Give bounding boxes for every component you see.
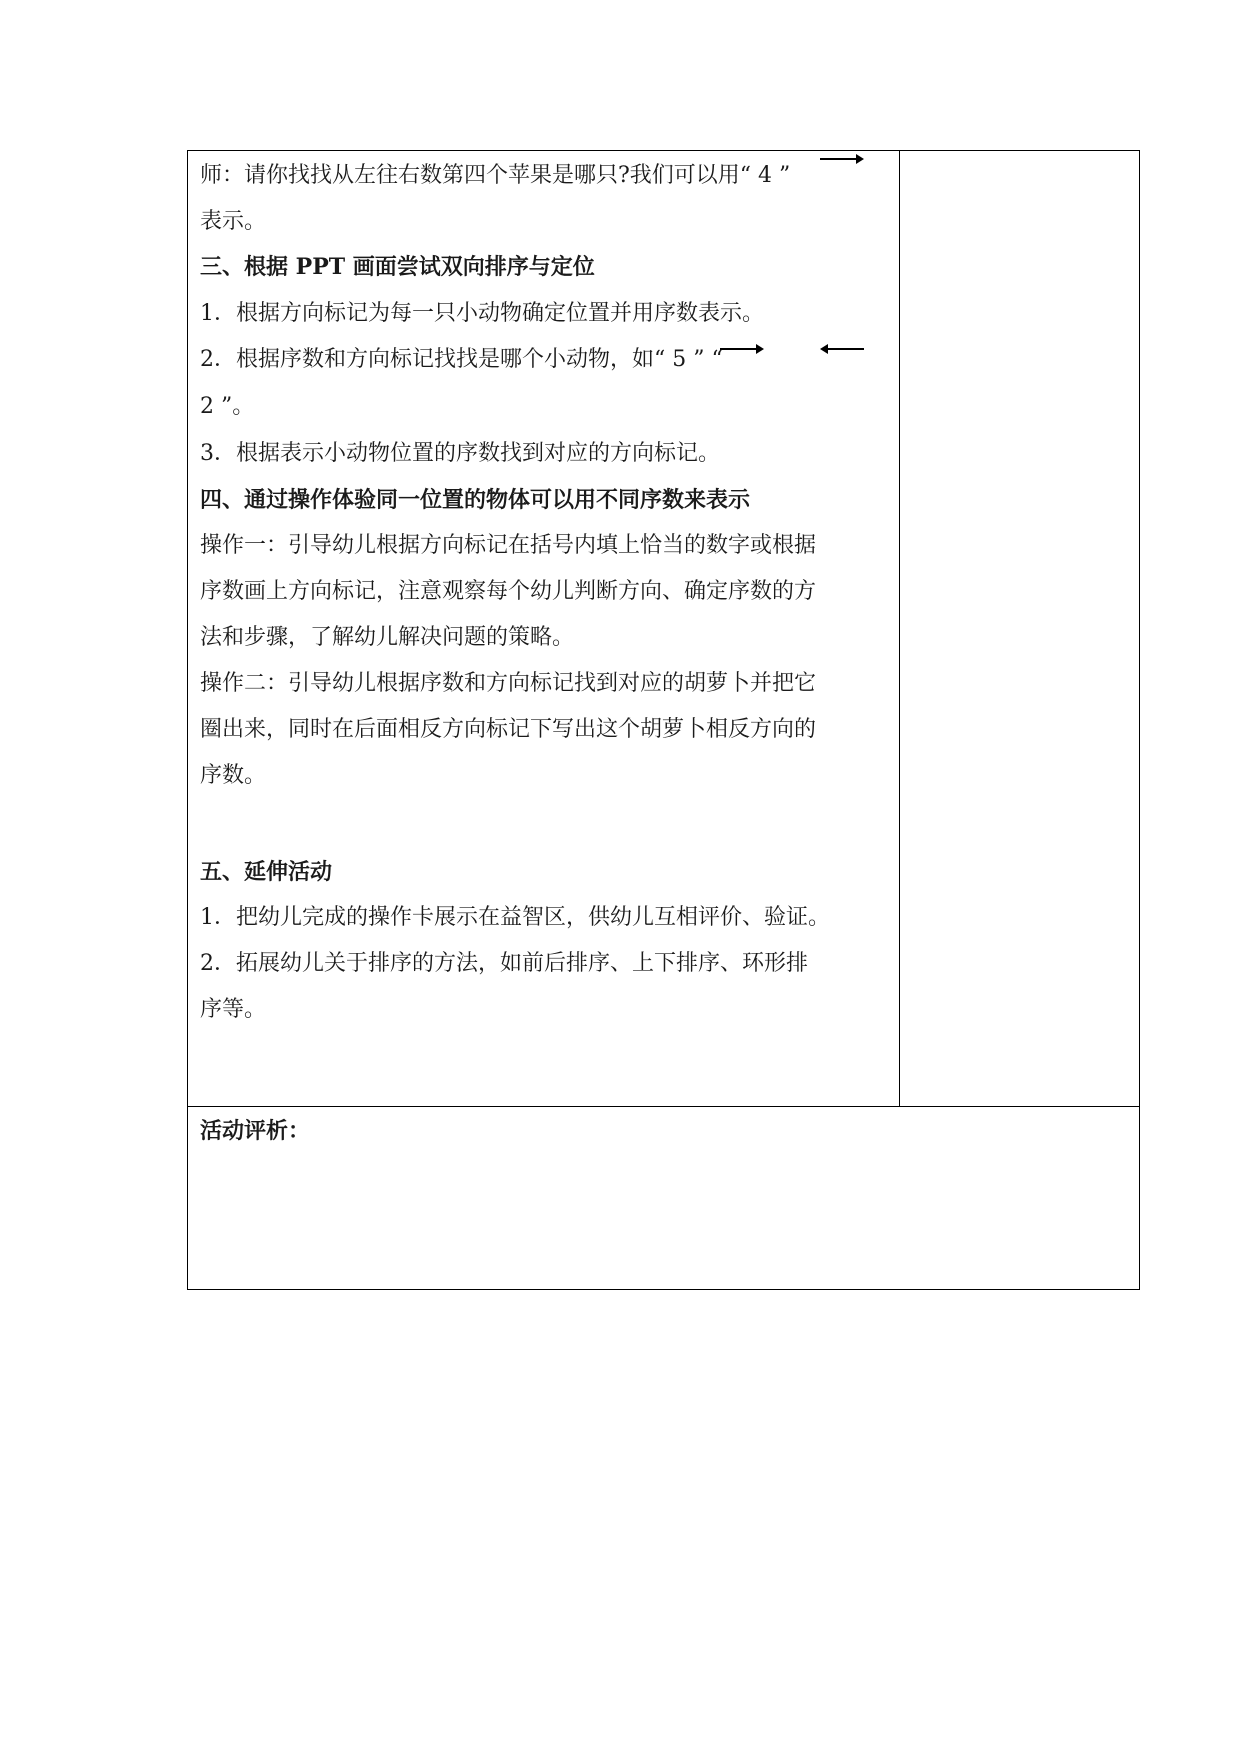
section-heading: 五、延伸活动	[200, 859, 333, 885]
section-heading: 四、通过操作体验同一位置的物体可以用不同序数来表示	[200, 487, 751, 513]
right-arrow-icon	[720, 343, 764, 355]
text-line: 序数画上方向标记，注意观察每个幼儿判断方向、确定序数的方	[200, 579, 817, 604]
right-arrow-icon	[820, 153, 864, 165]
text-line: 操作一：引导幼儿根据方向标记在括号内填上恰当的数字或根据	[200, 533, 817, 558]
text-line: 2．拓展幼儿关于排序的方法，如前后排序、上下排序、环形排	[200, 951, 808, 976]
text-line: 序等。	[200, 997, 267, 1022]
section-heading: 三、根据 PPT 画面尝试双向排序与定位	[200, 254, 595, 280]
text-line: 1．根据方向标记为每一只小动物确定位置并用序数表示。	[200, 301, 764, 326]
text-line: 1．把幼儿完成的操作卡展示在益智区，供幼儿互相评价、验证。	[200, 905, 830, 930]
evaluation-title: 活动评析：	[200, 1118, 311, 1144]
text-line: 序数。	[200, 763, 267, 788]
row-divider	[188, 1106, 1139, 1107]
left-arrow-icon	[820, 343, 864, 355]
text-line: 3．根据表示小动物位置的序数找到对应的方向标记。	[200, 441, 720, 466]
text-line: 法和步骤，了解幼儿解决问题的策略。	[200, 625, 575, 650]
text-line: 圈出来，同时在后面相反方向标记下写出这个胡萝卜相反方向的	[200, 717, 817, 742]
text-line: 表示。	[200, 209, 267, 234]
column-divider	[899, 151, 900, 1106]
lesson-table	[187, 150, 1140, 1290]
text-line: 操作二：引导幼儿根据序数和方向标记找到对应的胡萝卜并把它	[200, 671, 817, 696]
text-line: 2 ”。	[200, 394, 255, 419]
text-line: 2．根据序数和方向标记找找是哪个小动物，如“ 5 ” “	[200, 347, 723, 372]
text-line: 师：请你找找从左往右数第四个苹果是哪只?我们可以用“ 4 ”	[200, 163, 791, 188]
